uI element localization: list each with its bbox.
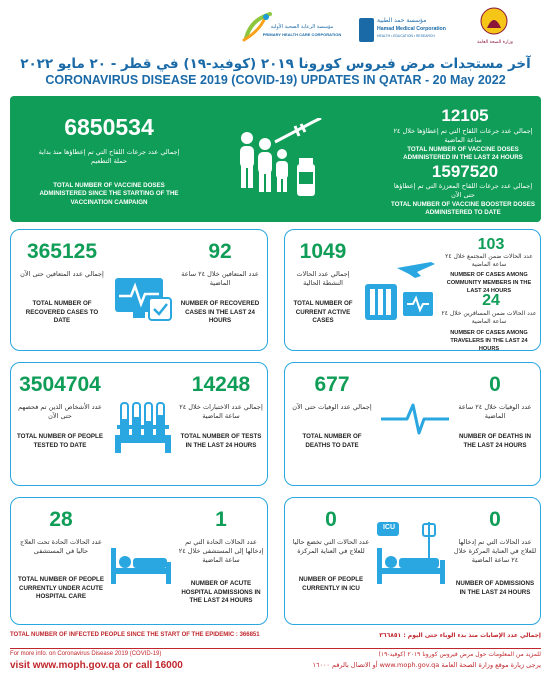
- travel-monitor-icon: [361, 258, 441, 328]
- phcc-logo-en: PRIMARY HEALTH CARE CORPORATION: [262, 32, 342, 37]
- vaccine-booster-ar: إجمالي عدد جرعات اللقاح المعززة التي تم إعطاؤها حتى الآن: [393, 182, 533, 199]
- tested-24h-value: 14248: [191, 373, 251, 396]
- hmc-logo-sub: HEALTH • EDUCATION • RESEARCH: [377, 34, 435, 38]
- hospital-current-en: TOTAL NUMBER OF PEOPLE CURRENTLY UNDER ACUTE HOSPITAL CARE: [18, 576, 104, 601]
- active-community-value: 103: [477, 236, 505, 253]
- recovered-monitor-icon: [111, 268, 173, 326]
- hospital-bed-icon: [107, 538, 175, 588]
- vaccine-people-icon: [235, 118, 327, 204]
- recovered-total-en: TOTAL NUMBER OF RECOVERED CASES TO DATE: [25, 300, 99, 325]
- phcc-logo-ar: مؤسسة الرعاية الصحية الأولية: [270, 24, 334, 30]
- icu-card: [284, 497, 541, 625]
- footer-visit-en: visit www.moph.gov.qa or call 16000: [10, 660, 183, 671]
- deaths-total-en: TOTAL NUMBER OF DEATHS TO DATE: [302, 433, 362, 449]
- moph-emblem-icon: [479, 6, 509, 40]
- icu-admissions-value: 0: [489, 508, 501, 531]
- vaccine-total-value: 6850534: [64, 114, 154, 140]
- vaccine-booster-en: TOTAL NUMBER OF VACCINE BOOSTER DOSES ADMINISTERED TO DATE: [391, 201, 535, 217]
- deaths-24h-ar: عدد الوفيات خلال ٢٤ ساعة الماضية: [458, 403, 532, 420]
- icu-current-ar: عدد الحالات التي تخضع حاليا للعلاج في العناية المركزة: [292, 538, 370, 555]
- icu-current-en: NUMBER OF PEOPLE CURRENTLY IN ICU: [298, 576, 364, 592]
- tested-24h-ar: إجمالي عدد الاختبارات خلال ٢٤ ساعة الماضية: [179, 403, 263, 420]
- hmc-logo-en: Hamad Medical Corporation: [377, 26, 446, 32]
- recovered-total-ar: إجمالي عدد المتعافين حتى الآن: [20, 270, 104, 278]
- test-tubes-icon: [111, 395, 175, 457]
- hospital-admissions-value: 1: [215, 508, 227, 531]
- deaths-24h-value: 0: [489, 373, 501, 396]
- tested-card: [10, 362, 268, 486]
- vaccine-24h-en: TOTAL NUMBER OF VACCINE DOSES ADMINISTERED IN THE LAST 24 HOURS: [403, 146, 523, 162]
- recovered-card: [10, 229, 268, 351]
- hospital-admissions-ar: عدد الحالات الحادة التي تم إدخالها إلى المستشفى خلال ٢٤ ساعة الماضية: [178, 538, 264, 564]
- active-current-value: 1049: [299, 240, 347, 263]
- icu-admissions-en: NUMBER OF ADMISSIONS IN THE LAST 24 HOURS: [455, 580, 535, 596]
- tested-total-value: 3504704: [19, 373, 101, 396]
- hospital-current-ar: عدد الحالات الحادة تحت العلاج حاليا في المستشفى: [20, 538, 102, 555]
- hmc-logo-icon: [359, 18, 374, 42]
- footer-info-ar: للمزيد من المعلومات حول مرض فيروس كورونا ٢٠١٩ (كوفيد-١٩): [378, 651, 541, 658]
- deaths-total-value: 677: [314, 373, 350, 396]
- active-current-en: TOTAL NUMBER OF CURRENT ACTIVE CASES: [293, 300, 353, 325]
- hospital-current-value: 28: [49, 508, 73, 531]
- tested-total-ar: عدد الأشخاص الذين تم فحصهم حتى الآن: [18, 403, 102, 420]
- page-title-ar: آخر مستجدات مرض فيروس كورونا ٢٠١٩ (كوفيد-١٩) في قطر - ٢٠ مايو ٢٠٢٢: [20, 56, 531, 72]
- icu-icon-label: ICU: [382, 524, 396, 531]
- tested-24h-en: TOTAL NUMBER OF TESTS IN THE LAST 24 HOURS: [180, 433, 262, 449]
- icu-admissions-ar: عدد الحالات التي تم إدخالها للعلاج في العناية المركزة خلال ٢٤ ساعة الماضية: [453, 538, 537, 564]
- active-cases-card: [284, 229, 541, 351]
- vaccine-24h-ar: إجمالي عدد جرعات اللقاح التي تم إعطاؤها خلال ٢٤ ساعة الماضية: [393, 127, 533, 144]
- hospital-card: [10, 497, 268, 625]
- deaths-card: [284, 362, 541, 486]
- active-travelers-value: 24: [482, 292, 500, 309]
- recovered-24h-en: NUMBER OF RECOVERED CASES IN THE LAST 24 HOURS: [180, 300, 260, 325]
- icu-current-value: 0: [325, 508, 337, 531]
- recovered-24h-value: 92: [208, 240, 232, 263]
- vaccine-booster-value: 1597520: [431, 162, 499, 181]
- deaths-24h-en: NUMBER OF DEATHS IN THE LAST 24 HOURS: [458, 433, 532, 449]
- page-title-en: CORONAVIRUS DISEASE 2019 (COVID-19) UPDATES IN QATAR - 20 May 2022: [45, 73, 506, 87]
- tested-total-en: TOTAL NUMBER OF PEOPLE TESTED TO DATE: [17, 433, 103, 449]
- active-travelers-en: NUMBER OF CASES AMONG TRAVELERS IN THE LAST 24 HOURS: [450, 330, 528, 352]
- vaccine-total-ar: إجمالي عدد جرعات اللقاح التي تم إعطاؤها منذ بداية حملة التطعيم: [38, 148, 180, 165]
- footer-visit-ar: يرجى زيارة موقع وزارة الصحة العامة www.moph.gov.qa أو الاتصال بالرقم ١٦٠٠٠: [312, 661, 541, 669]
- moph-logo-ar: وزارة الصحة العامة: [477, 40, 513, 45]
- infected-total-bar: [10, 632, 541, 646]
- deaths-total-ar: إجمالي عدد الوفيات حتى الآن: [292, 403, 372, 411]
- recovered-24h-ar: عدد المتعافين خلال ٢٤ ساعة الماضية: [181, 270, 259, 287]
- heartbeat-line-icon: [379, 399, 451, 439]
- hospital-admissions-en: NUMBER OF ACUTE HOSPITAL ADMISSIONS IN THE LAST 24 HOURS: [181, 580, 261, 605]
- vaccination-panel: [10, 96, 541, 222]
- infected-total-ar: إجمالي عدد الإصابات منذ بدء الوباء حتى اليوم : ٣٦٦٨٥١: [379, 632, 541, 639]
- active-current-ar: إجمالي عدد الحالات النشطة الحالية: [296, 270, 350, 287]
- active-community-ar: عدد الحالات ضمن المجتمع خلال ٢٤ ساعة الماضية: [445, 253, 533, 269]
- recovered-total-value: 365125: [26, 240, 98, 263]
- active-travelers-ar: عدد الحالات ضمن المسافرين خلال ٢٤ ساعة الماضية: [441, 310, 537, 326]
- infected-total-en: TOTAL NUMBER OF INFECTED PEOPLE SINCE THE START OF THE EPIDEMIC : 366851: [10, 632, 260, 638]
- logo-bar: [0, 0, 551, 54]
- footer-info-en: For more info. on Coronavirus Disease 2019 (COVID-19): [10, 651, 162, 657]
- active-community-en: NUMBER OF CASES AMONG COMMUNITY MEMBERS IN THE LAST 24 HOURS: [446, 272, 532, 294]
- footer-divider: [10, 648, 541, 649]
- vaccine-24h-value: 12105: [441, 106, 489, 125]
- vaccine-total-en: TOTAL NUMBER OF VACCINE DOSES ADMINISTERED SINCE THE STARTING OF THE VACCINATION CAMPAIGN: [39, 182, 179, 206]
- hmc-logo-ar: مؤسسة حمد الطبية: [377, 17, 427, 24]
